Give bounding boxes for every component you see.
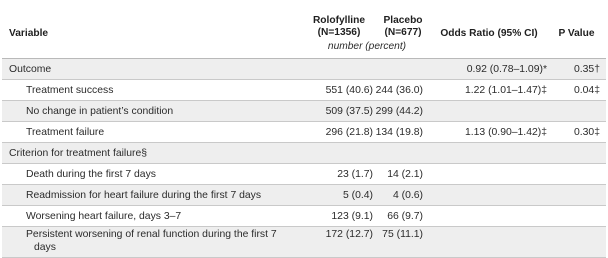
placebo-cell: 299 (44.2)	[375, 101, 431, 122]
header-rolofylline-n: (N=1356)	[317, 27, 361, 38]
table-row-failure-criterion	[2, 143, 606, 164]
placebo-cell: 75 (11.1)	[375, 227, 431, 258]
header-rolofylline-name: Rolofylline	[312, 15, 366, 26]
p-value-cell	[547, 143, 606, 164]
p-value-cell	[547, 185, 606, 206]
rolofylline-cell: 551 (40.6)	[303, 80, 375, 101]
rolofylline-cell	[303, 143, 375, 164]
rolofylline-cell	[303, 59, 375, 80]
row-label: Treatment success	[2, 80, 303, 101]
rolofylline-cell: 123 (9.1)	[303, 206, 375, 227]
placebo-cell: 134 (19.8)	[375, 122, 431, 143]
header-p-value: P Value	[558, 28, 595, 39]
p-value-cell	[547, 164, 606, 185]
row-label: Treatment failure	[2, 122, 303, 143]
table-body	[2, 59, 606, 258]
table-row-outcome	[2, 59, 606, 80]
header-placebo	[375, 0, 431, 41]
header-variable: Variable	[9, 28, 49, 39]
table-row-treatment-success	[2, 80, 606, 101]
row-label: Outcome	[2, 59, 303, 80]
row-label-text: Persistent worsening of renal function during the first 7 days	[26, 229, 277, 253]
odds-ratio-cell	[431, 164, 547, 185]
placebo-cell	[375, 143, 431, 164]
row-label: Worsening heart failure, days 3–7	[2, 206, 303, 227]
odds-ratio-cell: 1.22 (1.01–1.47)‡	[431, 80, 547, 101]
placebo-cell: 14 (2.1)	[375, 164, 431, 185]
placebo-cell: 66 (9.7)	[375, 206, 431, 227]
p-value-cell: 0.35†	[547, 59, 606, 80]
p-value-cell	[547, 227, 606, 258]
table-header	[2, 0, 606, 59]
row-label	[2, 227, 303, 258]
rolofylline-cell: 5 (0.4)	[303, 185, 375, 206]
rolofylline-cell: 509 (37.5)	[303, 101, 375, 122]
row-label: Death during the first 7 days	[2, 164, 303, 185]
placebo-cell: 244 (36.0)	[375, 80, 431, 101]
row-label: No change in patient’s condition	[2, 101, 303, 122]
table-row-death	[2, 164, 606, 185]
placebo-cell: 4 (0.6)	[375, 185, 431, 206]
results-table	[2, 0, 606, 258]
p-value-cell: 0.30‡	[547, 122, 606, 143]
odds-ratio-cell	[431, 206, 547, 227]
row-label: Criterion for treatment failure§	[2, 143, 303, 164]
row-label: Readmission for heart failure during the first 7 days	[2, 185, 303, 206]
units-spacer	[431, 41, 547, 59]
rolofylline-cell: 23 (1.7)	[303, 164, 375, 185]
p-value-cell: 0.04‡	[547, 80, 606, 101]
odds-ratio-cell	[431, 185, 547, 206]
table-row-no-change	[2, 101, 606, 122]
odds-ratio-cell	[431, 143, 547, 164]
placebo-cell	[375, 59, 431, 80]
odds-ratio-cell	[431, 101, 547, 122]
header-rolofylline	[303, 0, 375, 41]
table-row-readmission	[2, 185, 606, 206]
units-spacer	[547, 41, 606, 59]
header-odds-ratio: Odds Ratio (95% CI)	[440, 28, 538, 39]
odds-ratio-cell: 1.13 (0.90–1.42)‡	[431, 122, 547, 143]
table-row-renal-function	[2, 227, 606, 258]
units-label: number (percent)	[303, 41, 431, 59]
odds-ratio-cell: 0.92 (0.78–1.09)*	[431, 59, 547, 80]
header-placebo-n: (N=677)	[384, 27, 422, 38]
rolofylline-cell: 296 (21.8)	[303, 122, 375, 143]
odds-ratio-cell	[431, 227, 547, 258]
p-value-cell	[547, 101, 606, 122]
table-row-worsening-heart-failure	[2, 206, 606, 227]
rolofylline-cell: 172 (12.7)	[303, 227, 375, 258]
p-value-cell	[547, 206, 606, 227]
units-spacer	[2, 41, 303, 59]
table-row-treatment-failure	[2, 122, 606, 143]
header-placebo-name: Placebo	[383, 15, 423, 26]
